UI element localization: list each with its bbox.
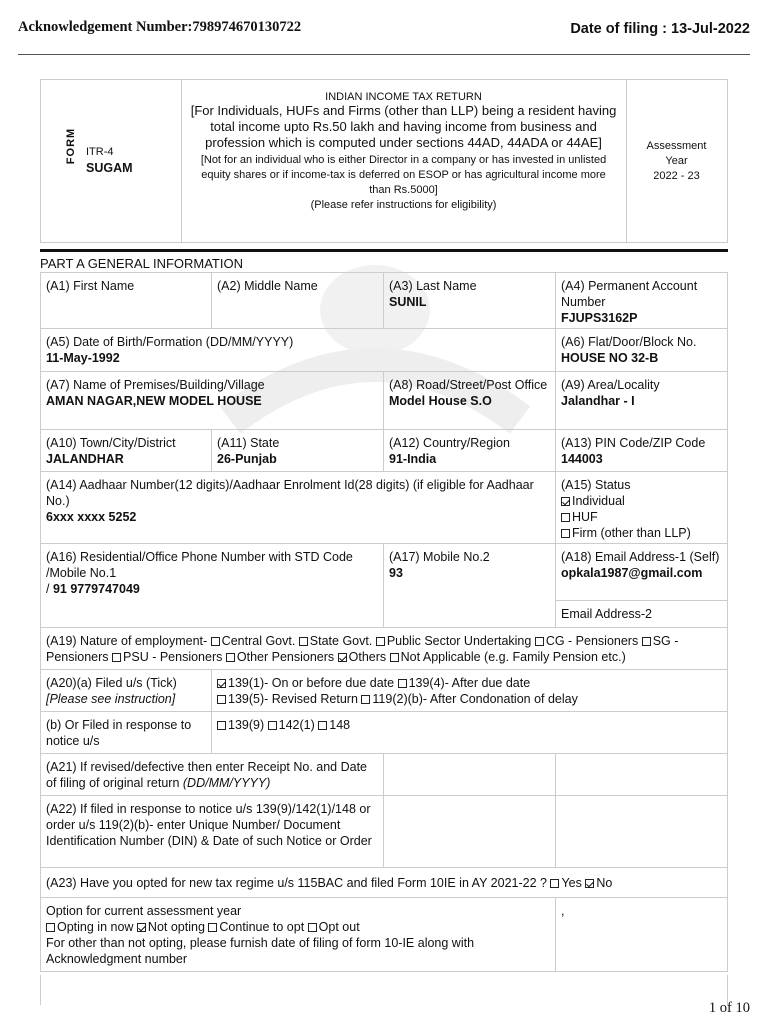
form-word: FORM [65,127,78,165]
employment-opt: PSU - Pensioners [123,650,223,664]
checkbox-icon[interactable] [211,637,220,646]
revised-receipt-field[interactable] [383,753,556,796]
notice-cell [40,711,212,754]
phone-label: (A16) Residential/Office Phone Number with STD Code /Mobile No.1 [46,550,353,580]
email2-label: Email Address-2 [561,607,653,621]
form-title: INDIAN INCOME TAX RETURN [325,91,482,103]
checkbox-icon[interactable] [550,879,559,888]
mobile2-value: 93 [389,566,403,580]
email1-value: opkala1987@gmail.com [561,566,703,580]
revised-date-field[interactable] [555,753,728,796]
employment-opt: Not Applicable (e.g. Family Pension etc.) [400,650,626,664]
form-title-cell [181,80,627,242]
pan-label: (A4) Permanent Account Number [561,279,698,309]
option-opt: Opting in now [57,920,134,934]
employment-opt: Public Sector Undertaking [386,634,532,648]
checkbox-icon[interactable] [112,653,121,662]
form-note: [Not for an individual who is either Director in a company or has invested in unlisted equity shares or if income-tax is deferred on ESOP or has agricultural income more than Rs.5000] [200,154,607,196]
country-cell [383,429,556,472]
top-divider [18,54,750,55]
aadhaar-cell [40,471,556,544]
din-cell [40,795,384,868]
checkbox-icon[interactable] [561,513,570,522]
notice-options [211,711,728,754]
pin-label: (A13) PIN Code/ZIP Code [561,436,706,450]
din-date-field[interactable] [555,795,728,868]
status-huf[interactable] [561,509,722,525]
revised-label: (A21) If revised/defective then enter Receipt No. and Date of filing of original return [46,760,368,790]
table-left-border [40,975,41,1005]
checkbox-icon[interactable] [308,923,317,932]
road-value: Model House S.O [389,394,492,408]
employment-opt: CG - Pensioners [545,634,639,648]
section-divider [40,249,728,252]
option-note: For other than not opting, please furnish date of filing of form 10-IE along with Acknowledgment number [46,936,475,966]
premises-value: AMAN NAGAR,NEW MODEL HOUSE [46,394,262,408]
area-value: Jalandhar - I [561,394,635,408]
part-title: PART A GENERAL INFORMATION [40,256,243,271]
status-individual[interactable] [561,493,722,509]
checkbox-icon[interactable] [299,637,308,646]
ay-label-2: Year [665,155,688,167]
checkbox-icon[interactable] [226,653,235,662]
flat-label: (A6) Flat/Door/Block No. [561,335,697,349]
first-name-label: (A1) First Name [46,279,135,293]
option-label: Option for current assessment year [46,904,242,918]
checkbox-icon[interactable] [217,695,226,704]
town-label: (A10) Town/City/District [46,436,176,450]
road-label: (A8) Road/Street/Post Office [389,378,548,392]
status-huf-label: HUF [572,510,598,524]
filed-opt: 139(5)- Revised Return [228,692,358,706]
checkbox-icon[interactable] [535,637,544,646]
employment-opt: Others [348,650,387,664]
filed-opt: 119(2)(b)- After Condonation of delay [372,692,578,706]
last-name-value: SUNIL [389,295,427,309]
town-value: JALANDHAR [46,452,124,466]
option-opt: Continue to opt [219,920,305,934]
phone-cell [40,543,384,628]
pan-cell [555,272,728,329]
revised-cell [40,753,384,796]
checkbox-checked-icon[interactable] [561,497,570,506]
revised-format: (DD/MM/YYYY) [182,776,271,790]
ack-label: Acknowledgement Number: [18,19,193,35]
aadhaar-label: (A14) Aadhaar Number(12 digits)/Aadhaar Enrolment Id(28 digits) (if eligible for Aadhaar No.) [46,478,534,508]
checkbox-icon[interactable] [318,721,327,730]
first-name-cell [40,272,212,329]
filed-us-options [211,669,728,712]
last-name-label: (A3) Last Name [389,279,477,293]
filed-opt: 139(4)- After due date [408,676,531,690]
din-label: (A22) If filed in response to notice u/s 139(9)/142(1)/148 or order u/s 119(2)(b)- enter Unique Number/ Document Identification Number (DIN) & Date of such Notice or Order [46,802,372,848]
employment-opt: Other Pensioners [236,650,335,664]
form-note-eligibility: (Please refer instructions for eligibility) [310,199,497,211]
assessment-year-cell [626,80,727,242]
form-code: ITR-4 [86,146,114,158]
notice-opt: 142(1) [278,718,315,732]
form-subtitle: [For Individuals, HUFs and Firms (other than LLP) being a resident having total income upto Rs.50 lakh and having income from business and profession which is computed under sections 44AD, 44ADA or 44AE] [190,103,617,150]
page-number: 1 of 10 [708,1000,750,1016]
email1-label: (A18) Email Address-1 (Self) [561,550,720,564]
checkbox-icon[interactable] [642,637,651,646]
pan-value: FJUPS3162P [561,311,638,325]
state-cell [211,429,384,472]
state-label: (A11) State [217,436,280,450]
mobile2-cell [383,543,556,628]
option-value: , [561,904,565,918]
employment-cell [40,627,728,670]
din-number-field[interactable] [383,795,556,868]
status-firm[interactable] [561,525,722,541]
ay-label-1: Assessment [646,140,707,152]
ack-number: 798974670130722 [192,19,302,35]
area-cell [555,371,728,430]
checkbox-checked-icon[interactable] [137,923,146,932]
form-header-box [40,79,728,243]
town-cell [40,429,212,472]
middle-name-label: (A2) Middle Name [217,279,318,293]
date-label: Date of filing : [570,21,671,37]
area-label: (A9) Area/Locality [561,378,660,392]
checkbox-icon[interactable] [361,695,370,704]
checkbox-icon[interactable] [46,923,55,932]
filed-us-note: [Please see instruction] [46,692,176,706]
form-id-cell [41,80,182,242]
employment-opt: State Govt. [309,634,373,648]
country-value: 91-India [389,452,437,466]
notice-opt: 148 [329,718,351,732]
flat-cell [555,328,728,372]
phone-value: 91 9779747049 [52,582,140,596]
new-regime-yes: Yes [561,876,582,890]
email2-cell [555,600,728,628]
checkbox-icon[interactable] [390,653,399,662]
email1-cell [555,543,728,601]
new-regime-cell [40,867,728,898]
premises-label: (A7) Name of Premises/Building/Village [46,378,265,392]
option-value-cell [555,897,728,972]
filed-us-label: (A20)(a) Filed u/s (Tick) [46,676,177,690]
acknowledgement-number [18,19,301,36]
premises-cell [40,371,384,430]
status-firm-label: Firm (other than LLP) [572,526,691,540]
status-label: (A15) Status [561,478,631,492]
employment-label: (A19) Nature of employment- [46,634,208,648]
new-regime-label: (A23) Have you opted for new tax regime u/s 115BAC and filed Form 10IE in AY 2021-22 ? [46,876,547,890]
date-of-filing [570,21,750,37]
date-value: 13-Jul-2022 [671,21,750,37]
country-label: (A12) Country/Region [389,436,510,450]
option-cell [40,897,556,972]
option-opt: Opt out [318,920,360,934]
new-regime-no: No [596,876,613,890]
checkbox-icon[interactable] [217,721,226,730]
checkbox-icon[interactable] [398,679,407,688]
filed-opt: 139(1)- On or before due date [228,676,395,690]
pin-cell [555,429,728,472]
pin-value: 144003 [561,452,603,466]
checkbox-icon[interactable] [268,721,277,730]
ay-value: 2022 - 23 [653,170,700,182]
checkbox-checked-icon[interactable] [585,879,594,888]
dob-label: (A5) Date of Birth/Formation (DD/MM/YYYY) [46,335,294,349]
aadhaar-value: 6xxx xxxx 5252 [46,510,137,524]
dob-value: 11-May-1992 [46,351,120,365]
option-opt: Not opting [147,920,205,934]
dob-cell [40,328,556,372]
status-cell [555,471,728,544]
checkbox-checked-icon[interactable] [217,679,226,688]
employment-opt: Central Govt. [221,634,296,648]
checkbox-checked-icon[interactable] [338,653,347,662]
status-individual-label: Individual [572,494,625,508]
last-name-cell [383,272,556,329]
mobile2-label: (A17) Mobile No.2 [389,550,490,564]
form-name: SUGAM [86,161,133,175]
employment-opt: SG - Pensioners [46,634,679,664]
middle-name-cell [211,272,384,329]
phone-prefix: / [46,582,53,596]
state-value: 26-Punjab [217,452,277,466]
notice-label: (b) Or Filed in response to notice u/s [46,718,192,748]
flat-value: HOUSE NO 32-B [561,351,659,365]
checkbox-icon[interactable] [561,529,570,538]
checkbox-icon[interactable] [208,923,217,932]
notice-opt: 139(9) [228,718,265,732]
road-cell [383,371,556,430]
checkbox-icon[interactable] [376,637,385,646]
filed-us-cell [40,669,212,712]
